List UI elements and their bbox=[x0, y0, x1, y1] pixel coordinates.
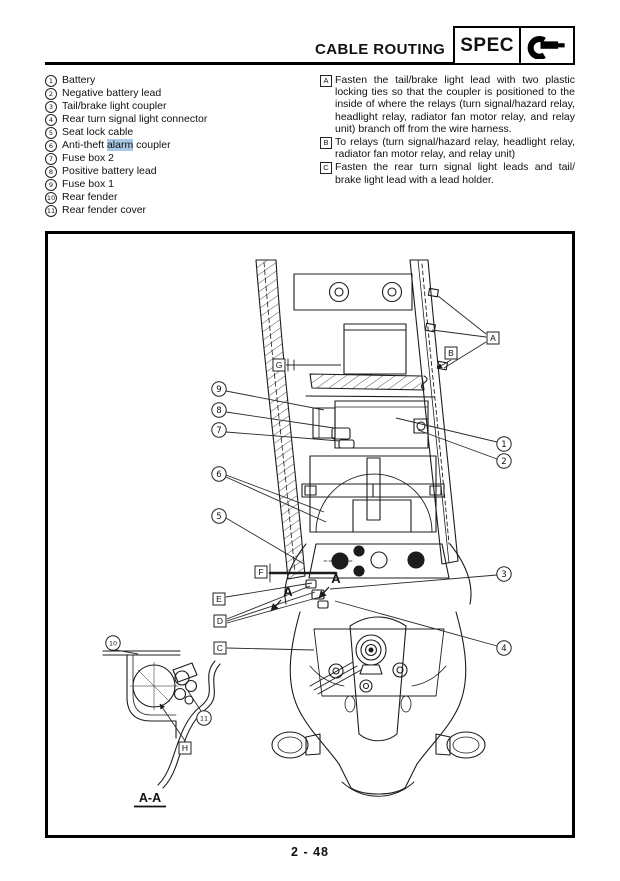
item-label: Tail/brake light coupler bbox=[62, 100, 167, 112]
svg-text:7: 7 bbox=[216, 425, 222, 436]
svg-text:C: C bbox=[216, 643, 224, 654]
leader-line bbox=[227, 592, 315, 621]
instruction-letter: B bbox=[320, 137, 332, 149]
item-number: 11 bbox=[46, 207, 56, 215]
number-callout-3 bbox=[497, 567, 511, 581]
item-number: 2 bbox=[45, 88, 57, 100]
item-label: Battery bbox=[62, 74, 96, 86]
list-item bbox=[45, 87, 320, 100]
item-number: 8 bbox=[45, 166, 57, 178]
item-number: 3 bbox=[45, 101, 57, 113]
list-item bbox=[45, 113, 320, 126]
svg-text:H: H bbox=[181, 743, 189, 754]
leader-line bbox=[227, 586, 310, 619]
section-label bbox=[134, 791, 166, 807]
instruction-item bbox=[320, 74, 575, 135]
svg-text:5: 5 bbox=[216, 511, 222, 522]
list-item bbox=[45, 126, 320, 139]
leader-line bbox=[226, 475, 324, 512]
item-label: Positive battery lead bbox=[62, 165, 157, 177]
number-callout-6 bbox=[212, 467, 226, 481]
section-cut-arrow bbox=[319, 571, 341, 598]
item-number: 6 bbox=[45, 140, 57, 152]
leader-line bbox=[335, 601, 497, 646]
leader-line bbox=[160, 704, 185, 741]
number-callout-7 bbox=[212, 423, 226, 437]
item-label: Rear turn signal light connector bbox=[62, 113, 208, 125]
svg-text:9: 9 bbox=[216, 384, 222, 395]
letter-callout-A bbox=[487, 332, 499, 344]
letter-callout-C bbox=[214, 642, 226, 654]
page-title: CABLE ROUTING bbox=[315, 41, 446, 58]
item-number: 5 bbox=[45, 127, 57, 139]
instruction-item bbox=[320, 136, 575, 160]
svg-text:A-A: A-A bbox=[138, 791, 162, 805]
letter-callout-E bbox=[213, 593, 225, 605]
svg-text:4: 4 bbox=[501, 643, 507, 654]
list-item bbox=[45, 100, 320, 113]
svg-text:1: 1 bbox=[501, 439, 507, 450]
item-label: Rear fender bbox=[62, 191, 118, 203]
number-callout-2 bbox=[497, 454, 511, 468]
leader-line bbox=[227, 648, 314, 650]
list-item bbox=[45, 74, 320, 87]
svg-text:G: G bbox=[275, 360, 283, 371]
instruction-letter: A bbox=[320, 75, 332, 87]
number-callout-4 bbox=[497, 641, 511, 655]
cable-routing-diagram bbox=[48, 234, 572, 835]
svg-text:E: E bbox=[216, 594, 222, 605]
letter-callout-H bbox=[179, 742, 191, 754]
instruction-text: Fasten the tail/brake light lead with two plastic locking ties so that the coupler is positioned to the inside of where the relays (turn signal/hazard relay, headlight relay, radiator fan motor relay, and relay unit) branch off from the wire harness. bbox=[335, 74, 575, 135]
item-number: 7 bbox=[45, 153, 57, 165]
svg-text:10: 10 bbox=[108, 640, 118, 648]
diagram-frame bbox=[45, 231, 575, 838]
letter-callout-F bbox=[255, 566, 267, 578]
instructions bbox=[320, 74, 575, 217]
number-callout-9 bbox=[212, 382, 226, 396]
svg-text:A: A bbox=[331, 571, 341, 586]
item-label: Seat lock cable bbox=[62, 126, 134, 138]
parts-list bbox=[45, 74, 320, 217]
spec-box bbox=[453, 26, 575, 65]
instruction-item bbox=[320, 161, 575, 185]
svg-text:A: A bbox=[490, 333, 496, 344]
leader-line bbox=[188, 691, 201, 711]
svg-text:2: 2 bbox=[501, 456, 507, 467]
item-number: 10 bbox=[46, 194, 56, 202]
text-columns bbox=[45, 74, 575, 217]
item-number: 1 bbox=[45, 75, 57, 87]
svg-text:6: 6 bbox=[216, 469, 222, 480]
leader-line bbox=[396, 418, 497, 442]
spec-label: SPEC bbox=[455, 28, 521, 63]
list-item bbox=[45, 152, 320, 165]
svg-text:3: 3 bbox=[501, 569, 507, 580]
svg-text:F: F bbox=[258, 567, 264, 578]
number-callout-11 bbox=[197, 711, 211, 725]
number-callout-5 bbox=[212, 509, 226, 523]
instruction-letter: C bbox=[320, 162, 332, 174]
leader-line bbox=[330, 575, 497, 589]
item-label: Negative battery lead bbox=[62, 87, 162, 99]
svg-text:B: B bbox=[448, 348, 454, 359]
number-callout-8 bbox=[212, 403, 226, 417]
micrometer-icon bbox=[521, 28, 573, 63]
letter-callout-B bbox=[445, 347, 457, 359]
leader-line bbox=[438, 296, 486, 334]
list-item bbox=[45, 139, 320, 152]
letter-callout-D bbox=[214, 615, 226, 627]
item-label: Anti-theft alarm coupler bbox=[62, 139, 171, 151]
svg-text:11: 11 bbox=[199, 715, 209, 723]
item-label: Fuse box 1 bbox=[62, 178, 114, 190]
instruction-text: To relays (turn signal/hazard relay, headlight relay, radiator fan motor relay, and relay unit) bbox=[335, 136, 575, 161]
list-item bbox=[45, 204, 320, 217]
number-callout-10 bbox=[106, 636, 120, 650]
instruction-text: Fasten the rear turn signal light leads and tail/ brake light lead with a lead holder. bbox=[335, 161, 575, 186]
svg-text:8: 8 bbox=[216, 405, 222, 416]
diagram-artwork bbox=[103, 260, 485, 796]
leader-line bbox=[432, 330, 486, 337]
item-label: Rear fender cover bbox=[62, 204, 147, 216]
svg-text:D: D bbox=[216, 616, 224, 627]
list-item bbox=[45, 165, 320, 178]
list-item bbox=[45, 178, 320, 191]
item-number: 4 bbox=[45, 114, 57, 126]
number-callout-1 bbox=[497, 437, 511, 451]
page-header bbox=[45, 26, 575, 65]
page-number: 2 - 48 bbox=[291, 845, 329, 859]
highlighted-text: alarm bbox=[106, 139, 134, 151]
item-label: Fuse box 2 bbox=[62, 152, 114, 164]
item-number: 9 bbox=[45, 179, 57, 191]
header-rule bbox=[45, 26, 453, 65]
svg-text:A: A bbox=[283, 584, 293, 599]
letter-callout-G bbox=[273, 359, 285, 371]
list-item bbox=[45, 191, 320, 204]
